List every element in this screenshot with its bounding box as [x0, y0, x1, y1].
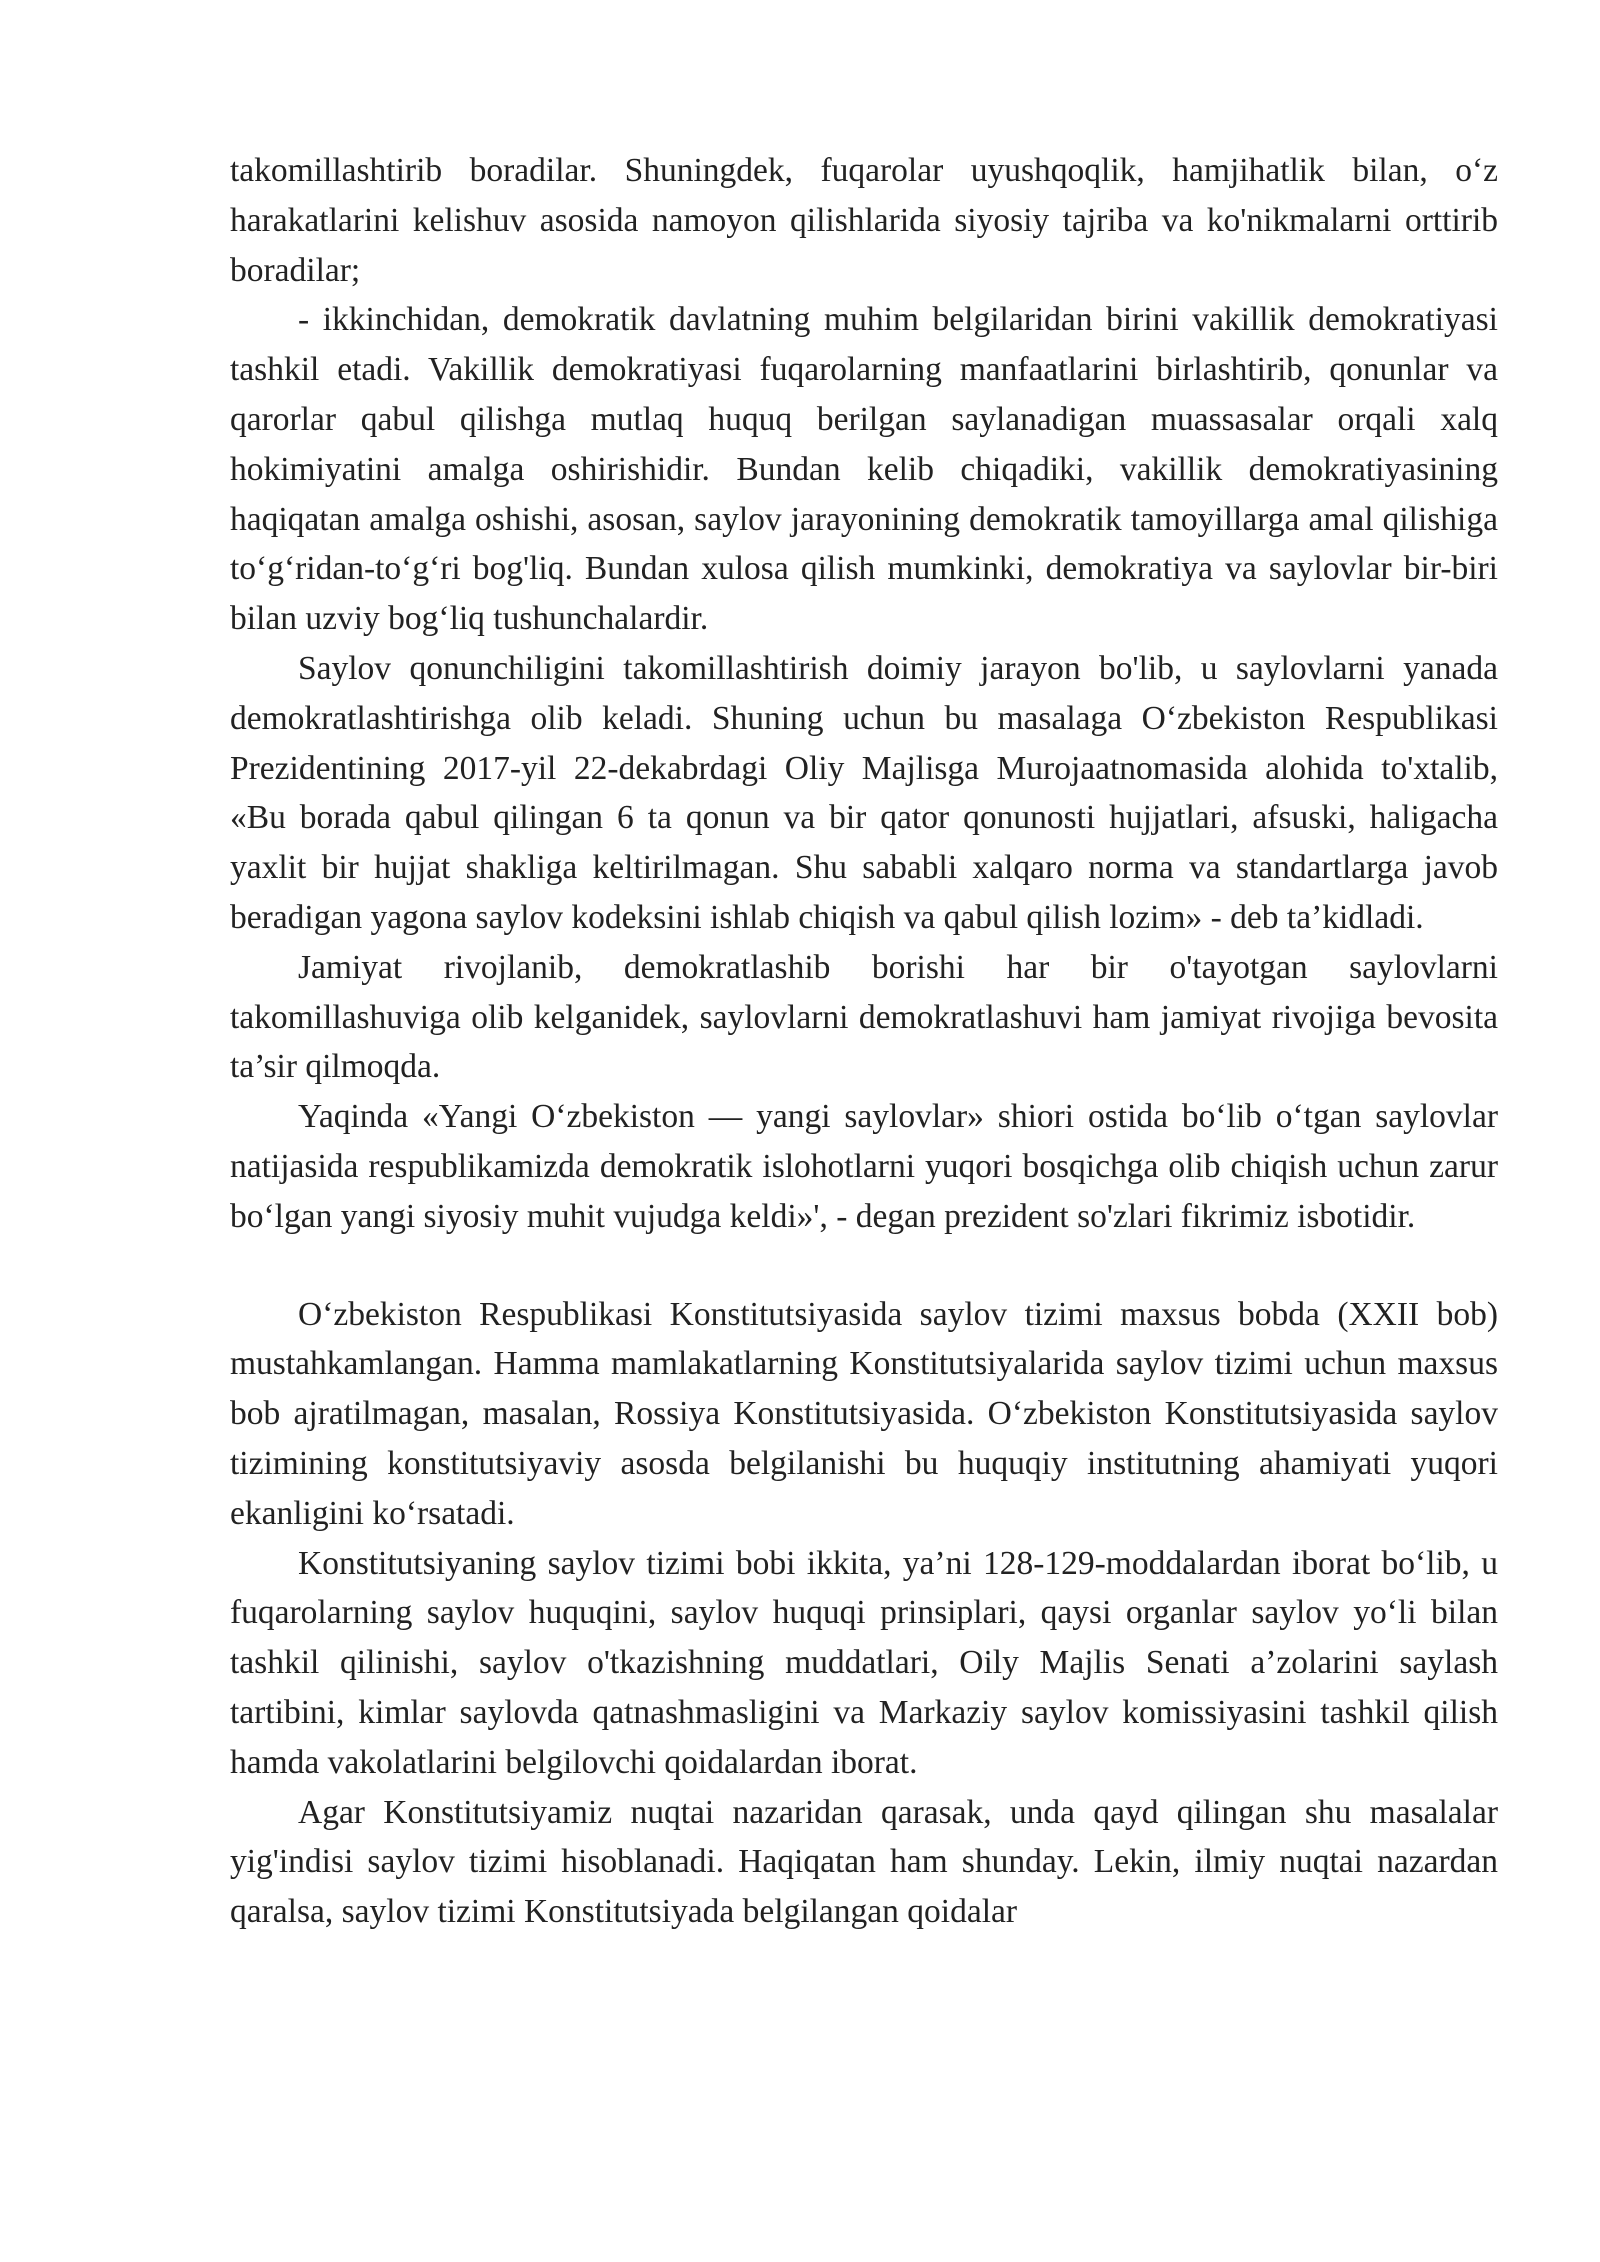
- paragraph-representative-democracy: - ikkinchidan, demokratik davlatning muhim belgilaridan birini vakillik demokratiyasi tashkil etadi. Vakillik demokratiyasi fuqarolarning manfaatlarini birlashtirib, qonunlar va qarorlar qabul qilishga mutlaq huquq berilgan saylanadigan muassasalar orqali xalq hokimiyatini amalga oshirishidir. Bundan kelib chiqadiki, vakillik demokratiyasining haqiqatan amalga oshishi, asosan, saylov jarayonining demokratik tamoyillarga amal qilishiga to‘g‘ridan-to‘g‘ri bog'liq. Bundan xulosa qilish mumkinki, demokratiya va saylovlar bir-biri bilan uzviy bog‘liq tushunchalardir.: [230, 301, 1498, 638]
- paragraph-scientific-view: Agar Konstitutsiyamiz nuqtai nazaridan qarasak, unda qayd qilingan shu masalalar yig'indisi saylov tizimi hisoblanadi. Haqiqatan ham shunday. Lekin, ilmiy nuqtai nazardan qaralsa, saylov tizimi Konstitutsiyada belgilangan qoidalar: [230, 1793, 1498, 1931]
- paragraph-new-uzbekistan: Yaqinda «Yangi O‘zbekiston — yangi saylovlar» shiori ostida bo‘lib o‘tgan saylovlar natijasida respublikamizda demokratik islohotlarni yuqori bosqichga olib chiqish uchun zarur bo‘lgan yangi siyosiy muhit vujudga keldi»', - degan prezident so'zlari fikrimiz isbotidir.: [230, 1098, 1498, 1235]
- paragraph-articles-128-129: Konstitutsiyaning saylov tizimi bobi ikkita, ya’ni 128-129-moddalardan iborat bo‘lib, u fuqarolarning saylov huquqini, saylov huquqi prinsiplari, qaysi organlar saylov yo‘li bilan tashkil qilinishi, saylov o'tkazishning muddatlari, Oily Majlis Senati a’zolarini saylash tartibini, kimlar saylovda qatnashmasligini va Markaziy saylov komissiyasini tashkil qilish hamda vakolatlarini belgilovchi qoidalardan iborat.: [230, 1544, 1498, 1781]
- paragraph-constitution-chapter: O‘zbekiston Respublikasi Konstitutsiyasida saylov tizimi maxsus bobda (XXII bob) mustahkamlangan. Hamma mamlakatlarning Konstitutsiyalarida saylov tizimi uchun maxsus bob ajratilmagan, masalan, Rossiya Konstitutsiyasida. O‘zbekiston Konstitutsiyasida saylov tizimining konstitutsiyaviy asosda belgilanishi bu huquqiy institutning ahamiyati yuqori ekanligini ko‘rsatadi.: [230, 1295, 1498, 1532]
- paragraph-society-development: Jamiyat rivojlanib, demokratlashib borishi har bir o'tayotgan saylovlarni takomillashuviga olib kelganidek, saylovlarni demokratlashuvi ham jamiyat rivojiga bevosita ta’sir qilmoqda.: [230, 948, 1498, 1086]
- document-page: [230, 146, 1498, 1937]
- paragraph-election-legislation: Saylov qonunchiligini takomillashtirish doimiy jarayon bo'lib, u saylovlarni yanada demokratlashtirishga olib keladi. Shuning uchun bu masalaga O‘zbekiston Respublikasi Prezidentining 2017-yil 22-dekabrdagi Oliy Majlisga Murojaatnomasida alohida to'xtalib, «Bu borada qabul qilingan 6 ta qonun va bir qator qonunosti hujjatlari, afsuski, haligacha yaxlit bir hujjat shakliga keltirilmagan. Shu sababli xalqaro norma va standartlarga javob beradigan yagona saylov kodeksini ishlab chiqish va qabul qilish lozim» - deb ta’kidladi.: [230, 649, 1498, 936]
- paragraph-continuation: takomillashtirib boradilar. Shuningdek, fuqarolar uyushqoqlik, hamjihatlik bilan, o‘z harakatlarini kelishuv asosida namoyon qilishlarida siyosiy tajriba va ko'nikmalarni orttirib boradilar;: [230, 152, 1498, 289]
